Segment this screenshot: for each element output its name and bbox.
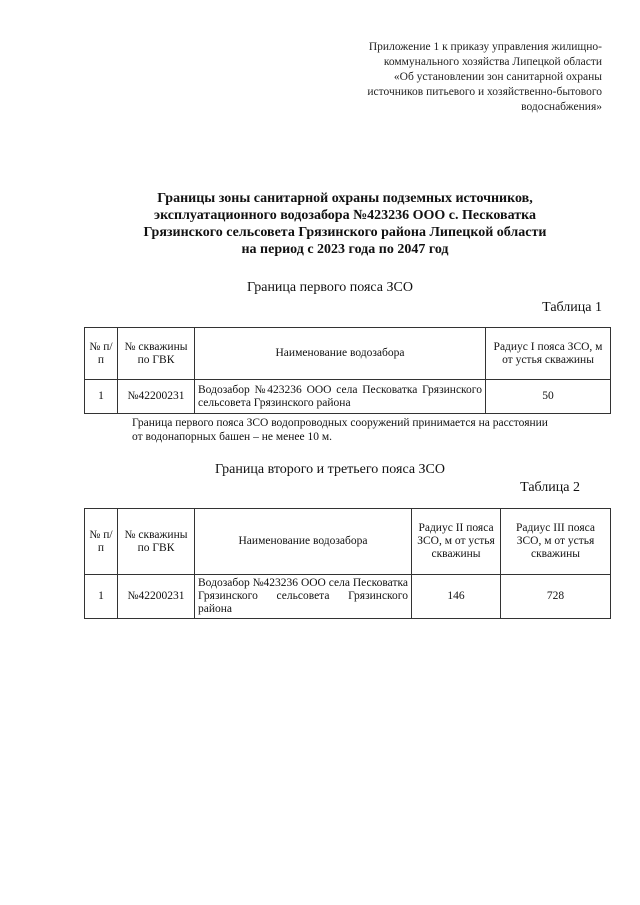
cell-radius1: 50 [486, 380, 611, 414]
cell-number: 1 [85, 380, 118, 414]
appendix-line: водоснабжения» [521, 101, 602, 113]
col-header-number: № п/п [85, 328, 118, 380]
col-header-number: № п/п [85, 509, 118, 575]
title-line: на период с 2023 года по 2047 год [241, 242, 449, 257]
appendix-reference [302, 40, 602, 115]
appendix-line: Приложение 1 к приказу управления жилищно- [368, 41, 602, 53]
cell-number: 1 [85, 575, 118, 619]
document-title [60, 190, 630, 258]
section1-heading: Граница первого пояса ЗСО [247, 280, 413, 295]
table-header-row [85, 509, 611, 575]
table-row [85, 380, 611, 414]
title-line: Грязинского сельсовета Грязинского района Липецкой области [143, 225, 547, 240]
table-header-row [85, 328, 611, 380]
cell-well: №42200231 [118, 575, 195, 619]
col-header-radius2: Радиус II пояса ЗСО, м от устья скважины [412, 509, 501, 575]
cell-radius2: 146 [412, 575, 501, 619]
title-line: эксплуатационного водозабора №423236 ООО с. Песковатка [154, 208, 536, 223]
appendix-line: источников питьевого и хозяйственно-бытового [367, 86, 602, 98]
table1 [84, 327, 611, 414]
table-row [85, 575, 611, 619]
cell-radius3: 728 [501, 575, 611, 619]
title-line: Границы зоны санитарной охраны подземных источников, [157, 191, 533, 206]
col-header-radius1: Радиус I пояса ЗСО, м от устья скважины [486, 328, 611, 380]
section1-note: Граница первого пояса ЗСО водопроводных сооружений принимается на расстоянии от водонапорных башен – не менее 10 м. [132, 417, 548, 443]
appendix-line: «Об установлении зон санитарной охраны [393, 71, 602, 83]
table1-label: Таблица 1 [542, 300, 602, 315]
appendix-line: коммунального хозяйства Липецкой области [383, 56, 602, 68]
col-header-well: № скважины по ГВК [118, 509, 195, 575]
col-header-well: № скважины по ГВК [118, 328, 195, 380]
cell-name: Водозабор №423236 ООО села Песковатка Грязинского сельсовета Грязинского района [195, 380, 486, 414]
table2 [84, 508, 611, 619]
col-header-name: Наименование водозабора [195, 509, 412, 575]
col-header-radius3: Радиус III пояса ЗСО, м от устья скважины [501, 509, 611, 575]
cell-well: №42200231 [118, 380, 195, 414]
cell-name: Водозабор №423236 ООО села Песковатка Грязинского сельсовета Грязинского района [195, 575, 412, 619]
section2-heading: Граница второго и третьего пояса ЗСО [214, 462, 446, 477]
table2-label: Таблица 2 [520, 480, 580, 495]
col-header-name: Наименование водозабора [195, 328, 486, 380]
